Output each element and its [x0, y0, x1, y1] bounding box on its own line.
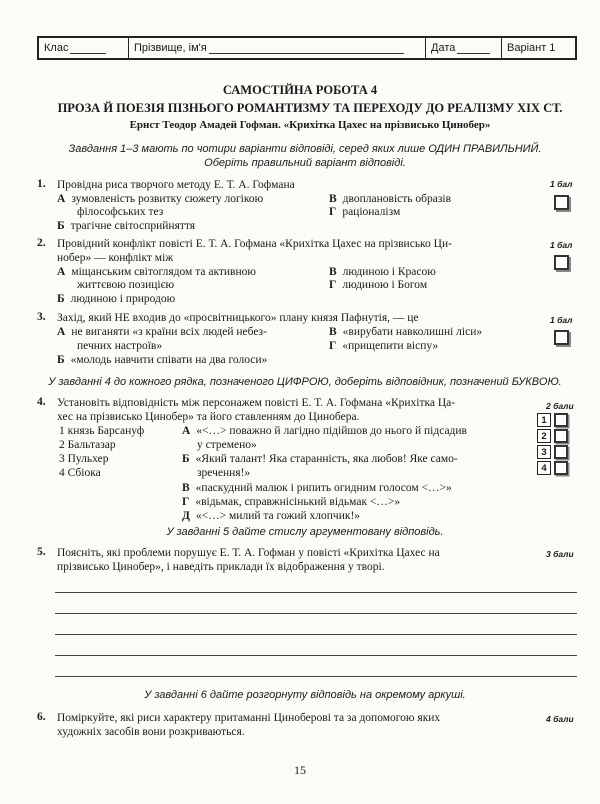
- q5-answer-line[interactable]: [55, 592, 577, 593]
- q3-points: 1 бал: [550, 315, 573, 325]
- q5-answer-line[interactable]: [55, 676, 577, 677]
- q4-option-a: А «<…> поважно й лагідно підійшов до нього й підсадив: [182, 425, 467, 437]
- q4-item-4: 4 Сбіока: [59, 467, 101, 479]
- work-title: САМОСТІЙНА РОБОТА 4: [222, 83, 378, 97]
- q4-option-a-cont: у стремено»: [197, 439, 257, 451]
- q4-grid-box-1[interactable]: [554, 413, 568, 427]
- q2-option-a: А міщанським світоглядом та активною: [57, 266, 256, 278]
- q6-points: 4 бали: [546, 714, 574, 724]
- q1-number: 1.: [37, 178, 46, 190]
- q4-grid-num: 4: [537, 461, 551, 475]
- q4-option-b-cont: зречення!»: [197, 467, 251, 479]
- q3-answer-box[interactable]: [554, 330, 569, 345]
- q3-option-g: Г «прищепити віспу»: [329, 340, 439, 352]
- q2-points: 1 бал: [550, 240, 573, 250]
- q2-option-v: В людиною і Красою: [329, 266, 436, 278]
- q4-grid-row: [537, 429, 568, 443]
- q5-answer-line[interactable]: [55, 634, 577, 635]
- name-label: Прізвище, ім'я: [134, 42, 207, 54]
- q4-text-line2: хес на прізвисько Цинобер» та його ставленням до Цинобера.: [57, 411, 360, 423]
- q1-answer-box[interactable]: [554, 195, 569, 210]
- q4-grid-num: 1: [537, 413, 551, 427]
- q1-option-a-cont: філософських тез: [77, 206, 164, 218]
- q5-text-line2: прізвисько Цинобер», і наведіть приклади їх відображення у творі.: [57, 561, 385, 573]
- q4-grid-num: 3: [537, 445, 551, 459]
- q2-number: 2.: [37, 237, 46, 249]
- q2-text-line1: Провідний конфлікт повісті Е. Т. А. Гофмана «Крихітка Цахес на прізвисько Ци-: [57, 238, 452, 250]
- page-number: 15: [294, 763, 306, 777]
- q4-item-1: 1 князь Барсануф: [59, 425, 145, 437]
- q5-number: 5.: [37, 546, 46, 558]
- name-field[interactable]: [129, 38, 426, 58]
- q1-option-v: В двоплановість образів: [329, 193, 452, 205]
- class-label: Клас: [44, 42, 69, 54]
- date-field[interactable]: [426, 38, 502, 58]
- q2-text-line2: нобер» — конфлікт між: [57, 252, 174, 264]
- q4-option-d: Д «<…> милий та гожий хлопчик!»: [182, 510, 361, 522]
- q4-item-3: 3 Пульхер: [59, 453, 109, 465]
- student-info-header: [37, 36, 577, 60]
- q2-answer-box[interactable]: [554, 255, 569, 270]
- q5-answer-line[interactable]: [55, 613, 577, 614]
- q3-option-a: А не виганяти «з країни всіх людей небез-: [57, 326, 267, 338]
- q5-points: 3 бали: [546, 549, 574, 559]
- q5-text-line1: Поясніть, які проблеми порушує Е. Т. А. Гофман у повісті «Крихітка Цахес на: [57, 547, 440, 559]
- date-label: Дата: [431, 42, 456, 54]
- q4-option-b: Б «Який талант! Яка старанність, яка любов! Яке само-: [182, 453, 458, 465]
- instruction-tasks-1-3-line2: Оберіть правильний варіант відповіді.: [204, 157, 406, 169]
- subtopic-title: Ернст Теодор Амадей Гофман. «Крихітка Цахес на прізвисько Цинобер»: [129, 119, 491, 131]
- q4-grid-num: 2: [537, 429, 551, 443]
- q3-option-v: В «вирубати навколишні ліси»: [329, 326, 483, 338]
- q4-grid-row: [537, 461, 568, 475]
- instruction-task-4: У завданні 4 до кожного рядка, позначеного ЦИФРОЮ, доберіть відповідник, позначений БУКВОЮ.: [48, 376, 562, 388]
- q3-option-a-cont: печних настроїв»: [77, 340, 163, 352]
- q4-points: 2 бали: [546, 401, 574, 411]
- variant-label: Варіант 1: [507, 42, 556, 54]
- q4-grid-box-4[interactable]: [554, 461, 568, 475]
- q6-text-line1: Поміркуйте, які риси характеру притаманні Циноберові та за допомогою яких: [57, 712, 441, 724]
- q4-grid-row: [537, 413, 568, 427]
- q3-text: Захід, який НЕ входив до «просвітницького» плану князя Пафнутія, — це: [57, 312, 419, 324]
- q1-option-g: Г раціоналізм: [329, 206, 401, 218]
- instruction-task-5: У завданні 5 дайте стислу аргументовану відповідь.: [166, 526, 444, 538]
- q4-option-v: В «паскудний малюк і рипить огидним голосом <…>»: [182, 482, 452, 494]
- q4-option-g: Г «відьмак, справжнісінький відьмак <…>»: [182, 496, 401, 508]
- q2-option-g: Г людиною і Богом: [329, 279, 428, 291]
- instruction-tasks-1-3: Завдання 1–3 мають по чотири варіанти відповіді, серед яких лише ОДИН ПРАВИЛЬНИЙ.: [68, 143, 542, 155]
- topic-title: ПРОЗА Й ПОЕЗІЯ ПІЗНЬОГО РОМАНТИЗМУ ТА ПЕРЕХОДУ ДО РЕАЛІЗМУ ХІХ СТ.: [57, 101, 563, 115]
- q1-option-a: А зумовленість розвитку сюжету логікою: [57, 193, 264, 205]
- q2-option-b: Б людиною і природою: [57, 293, 176, 305]
- q1-text: Провідна риса творчого методу Е. Т. А. Гофмана: [57, 179, 295, 191]
- q4-answer-grid: [537, 413, 568, 477]
- q4-number: 4.: [37, 396, 46, 408]
- q1-option-b: Б трагічне світосприйняття: [57, 220, 196, 232]
- q6-text-line2: художніх засобів вони розкриваються.: [57, 726, 245, 738]
- q4-item-2: 2 Бальтазар: [59, 439, 116, 451]
- q4-grid-box-2[interactable]: [554, 429, 568, 443]
- q3-option-b: Б «молодь навчити співати на два голоси»: [57, 354, 268, 366]
- q4-grid-box-3[interactable]: [554, 445, 568, 459]
- q4-text-line1: Установіть відповідність між персонажем повісті Е. Т. А. Гофмана «Крихітка Ца-: [57, 397, 456, 409]
- class-field[interactable]: [39, 38, 129, 58]
- q2-option-a-cont: життєвою позицією: [77, 279, 175, 291]
- instruction-task-6: У завданні 6 дайте розгорнуту відповідь на окремому аркуші.: [144, 689, 466, 701]
- q1-points: 1 бал: [550, 179, 573, 189]
- q3-number: 3.: [37, 311, 46, 323]
- q5-answer-line[interactable]: [55, 655, 577, 656]
- q6-number: 6.: [37, 711, 46, 723]
- q4-grid-row: [537, 445, 568, 459]
